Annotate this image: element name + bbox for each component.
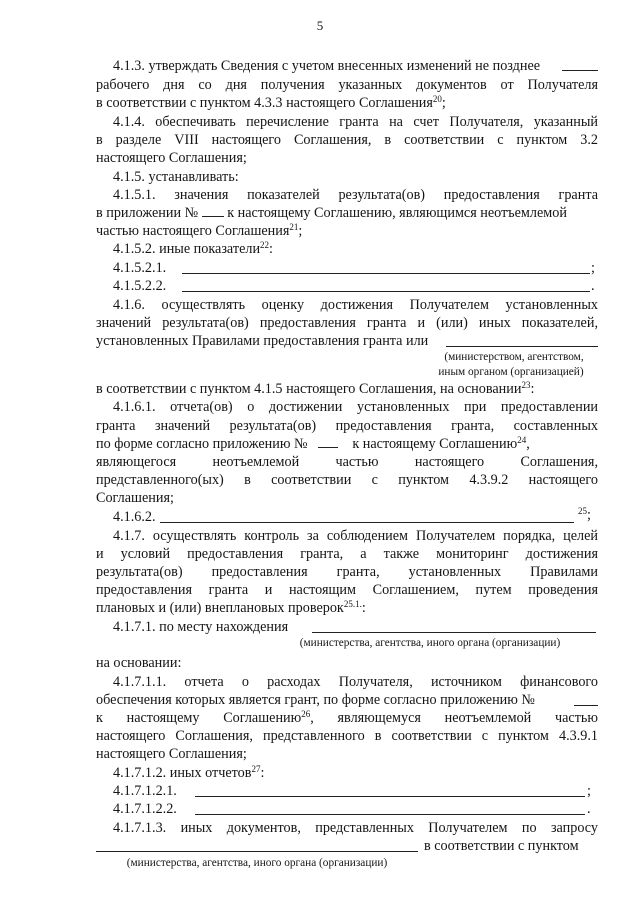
clause-text: 4.1.7.1.3. иных документов, представленных Получателем по запросу [113, 820, 598, 836]
punctuation: ; [298, 223, 303, 239]
punctuation: : [530, 381, 535, 397]
clause-text: и условий предоставления гранта, а также мониторинг достижения [96, 546, 598, 562]
clause-text: к настоящему Соглашению [96, 710, 302, 726]
clause-text: 4.1.7.1.2. иных отчетов [113, 765, 252, 781]
clause-text: , являющемуся неотъемлемой частью [310, 710, 598, 726]
footnote-ref: 26 [301, 709, 311, 719]
clause-text: плановых и (или) внеплановых проверок [96, 600, 344, 616]
clause-text: в соответствии с пунктом 4.3.3 настоящего Соглашения [96, 95, 433, 111]
footnote-ref: 21 [289, 222, 299, 232]
clause-text: по форме согласно приложению № [96, 436, 308, 452]
blank-line [562, 70, 598, 71]
clause-label: 4.1.7.1.2.2. [113, 801, 177, 817]
blank-line [182, 291, 590, 292]
blank-line [202, 204, 224, 217]
footnote-ref: 27 [251, 764, 261, 774]
blank-line [195, 796, 585, 797]
blank-line [446, 346, 598, 347]
clause-text: 4.1.7.1.1. отчета о расходах Получателя, источником финансового [113, 674, 598, 690]
blank-line [312, 632, 596, 633]
clause-text: на основании: [96, 655, 182, 671]
blank-line [160, 522, 574, 523]
clause-text: 4.1.6.1. отчета(ов) о достижении установленных при предоставлении [113, 399, 598, 415]
punctuation: . [587, 801, 591, 817]
blank-line [574, 705, 598, 706]
clause-text: гранта значений результата(ов) предоставления гранта, составленных [96, 418, 598, 434]
blank-line [182, 273, 590, 274]
clause-text: настоящего Соглашения; [96, 150, 247, 166]
clause-text: 4.1.4. обеспечивать перечисление гранта на счет Получателя, указанный [113, 114, 598, 130]
clause-text: 4.1.7.1. по месту нахождения [113, 619, 289, 635]
field-caption: (министерства, агентства, иного органа (организации) [126, 857, 388, 869]
punctuation: : [361, 600, 366, 616]
field-caption: (министерством, агентством, [444, 351, 584, 363]
clause-text: настоящего Соглашения, представленного в соответствии с пунктом 4.3.9.1 [96, 728, 598, 744]
clause-4-1-5-2 [113, 240, 598, 258]
blank-line [96, 851, 418, 852]
clause-text: в разделе VIII настоящего Соглашения, в соответствии с пунктом 3.2 [96, 132, 598, 148]
clause-text: частью настоящего Соглашения [96, 223, 290, 239]
field-caption: иным органом (организацией) [438, 366, 584, 378]
clause-text: обеспечения которых является грант, по форме согласно приложению № [96, 692, 535, 708]
blank-line [195, 814, 585, 815]
punctuation: : [260, 765, 265, 781]
page-number: 5 [316, 18, 324, 33]
clause-text: являющегося неотъемлемой частью настоящего Соглашения, [96, 454, 598, 470]
clause-text: к настоящему Соглашению, являющимся неотъемлемой [227, 205, 567, 221]
footnote-ref: 22 [260, 240, 270, 250]
punctuation: ; [591, 260, 595, 276]
clause-text: 4.1.3. утверждать Сведения с учетом внесенных изменений не позднее [113, 58, 541, 74]
field-caption: (министерства, агентства, иного органа (организации) [299, 637, 561, 649]
footnote-ref: 25.1. [343, 599, 362, 609]
clause-text: 4.1.6. осуществлять оценку достижения Получателем установленных [113, 297, 598, 313]
clause-text: результата(ов) предоставления гранта, установленных Правилами [96, 564, 598, 580]
clause-text: установленных Правилами предоставления гранта или [96, 333, 429, 349]
clause-text: представленного(ых) в соответствии с пунктом 4.3.9.2 настоящего [96, 472, 598, 488]
footnote-ref: 24 [517, 435, 527, 445]
punctuation: : [269, 241, 273, 257]
footnote-ref: 25 [578, 506, 587, 516]
clause-label: 4.1.5.2.2. [113, 278, 167, 294]
clause-4-1-5: 4.1.5. устанавливать: [113, 169, 239, 185]
clause-text: в соответствии с пунктом [424, 838, 579, 854]
clause-text: Соглашения; [96, 490, 174, 506]
clause-label: 4.1.6.2. [113, 509, 156, 525]
clause-text: 4.1.7. осуществлять контроль за соблюдением Получателем порядка, целей [113, 528, 598, 544]
clause-text: 4.1.5.1. значения показателей результата(ов) предоставления гранта [113, 187, 598, 203]
clause-label: 4.1.5.2.1. [113, 260, 167, 276]
clause-text: в соответствии с пунктом 4.1.5 настоящего Соглашения, на основании [96, 381, 522, 397]
punctuation: ; [587, 507, 591, 523]
clause-text: 4.1.5.2. иные показатели [113, 241, 261, 257]
clause-text: в приложении № [96, 205, 199, 221]
clause-text: предоставления гранта и настоящим Соглашением, путем проведения [96, 582, 598, 598]
footnote-ref: 20 [432, 94, 442, 104]
clause-text: к настоящему Соглашению [352, 436, 518, 452]
clause-text: рабочего дня со дня получения указанных документов от Получателя [96, 77, 598, 93]
clause-4-1-7-1-2 [113, 764, 598, 782]
clause-label: 4.1.7.1.2.1. [113, 783, 177, 799]
clause-text: значений результата(ов) предоставления гранта и (или) иных показателей, [96, 315, 598, 331]
clause-text: настоящего Соглашения; [96, 746, 247, 762]
punctuation: , [526, 436, 530, 452]
footnote-ref: 23 [521, 380, 531, 390]
blank-line [318, 435, 338, 448]
punctuation: . [591, 278, 595, 294]
punctuation: ; [441, 95, 446, 111]
punctuation: ; [587, 783, 591, 799]
